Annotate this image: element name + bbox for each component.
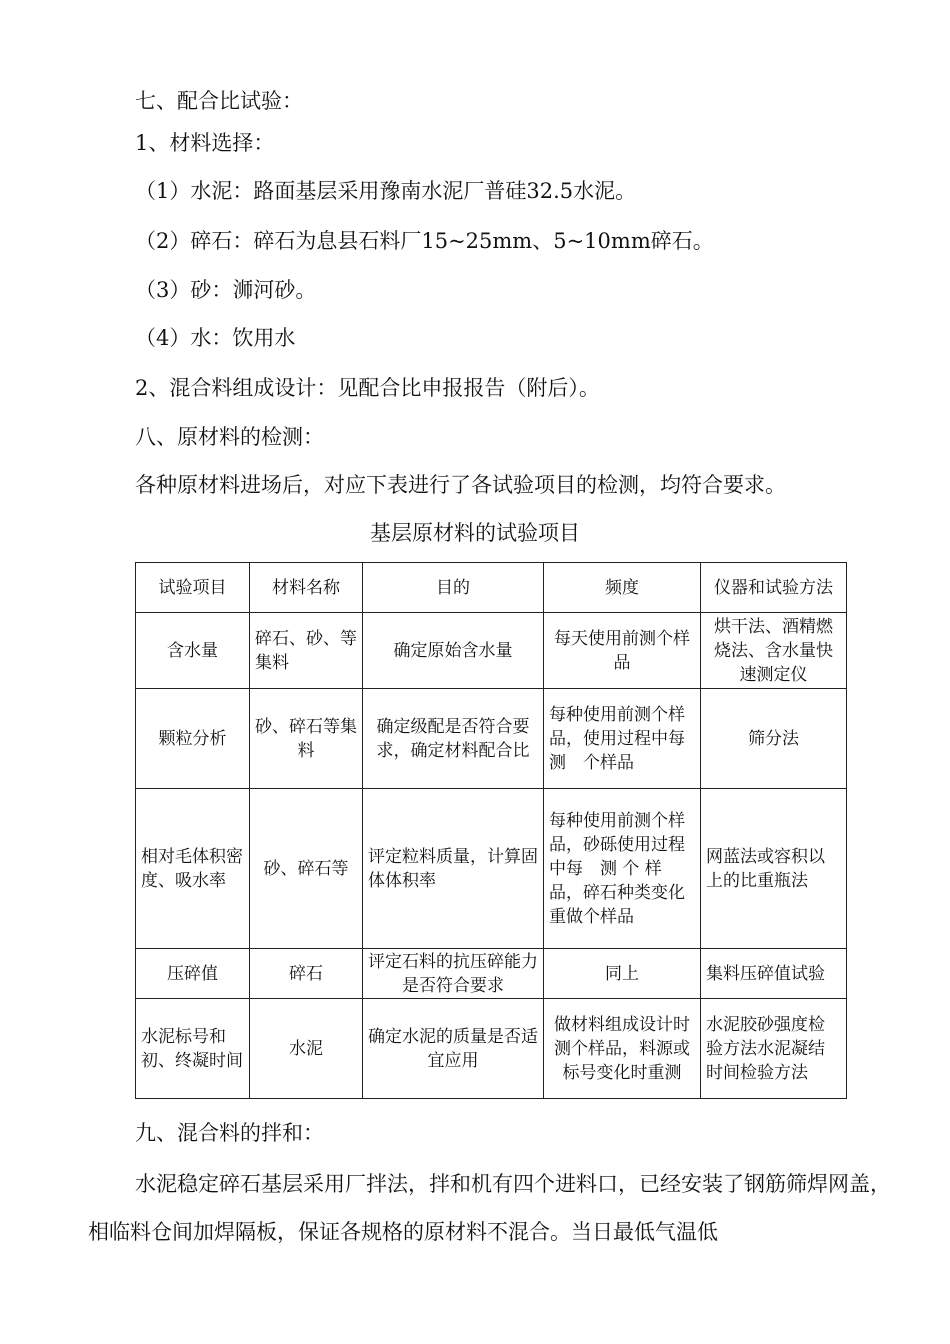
- table-cell: 网蓝法或容积以上的比重瓶法: [701, 789, 847, 949]
- material-item-water: （4）水：饮用水: [135, 326, 296, 350]
- table-cell: 砂、碎石等: [250, 789, 363, 949]
- table-cell: 筛分法: [701, 689, 847, 789]
- table-cell: 压碎值: [136, 949, 250, 999]
- table-cell: 确定原始含水量: [363, 613, 544, 689]
- table-row: [136, 949, 847, 999]
- table-cell: 评定石料的抗压碎能力是否符合要求: [363, 949, 544, 999]
- table-cell: 含水量: [136, 613, 250, 689]
- table-cell: 碎石: [250, 949, 363, 999]
- header-cell: 材料名称: [250, 563, 363, 613]
- header-cell: 试验项目: [136, 563, 250, 613]
- table-cell: 每种使用前测个样品，砂砾使用过程中每 测 个 样品，碎石种类变化重做个样品: [544, 789, 701, 949]
- table-cell: 确定级配是否符合要求，确定材料配合比: [363, 689, 544, 789]
- material-item-gravel: （2）碎石：碎石为息县石料厂15~25mm、5~10mm碎石。: [135, 229, 714, 253]
- table-cell: 做材料组成设计时测个样品，料源或标号变化时重测: [544, 999, 701, 1099]
- table-row: [136, 689, 847, 789]
- section-9-paragraph: [88, 1160, 898, 1256]
- table-cell: 水泥: [250, 999, 363, 1099]
- table-header-row: [136, 563, 847, 613]
- material-item-sand: （3）砂：浉河砂。: [135, 278, 317, 302]
- materials-test-table: [135, 562, 847, 1099]
- table-row: [136, 999, 847, 1099]
- section-8-paragraph: 各种原材料进场后，对应下表进行了各试验项目的检测，均符合要求。: [135, 473, 786, 497]
- table-caption: 基层原材料的试验项目: [370, 521, 580, 545]
- table-row: [136, 613, 847, 689]
- table-cell: 集料压碎值试验: [701, 949, 847, 999]
- subsection-2-heading: 2、混合料组成设计：见配合比申报报告（附后）。: [135, 376, 600, 400]
- table-cell: 相对毛体积密度、吸水率: [136, 789, 250, 949]
- table-cell: 碎石、砂、等集料: [250, 613, 363, 689]
- section-8-heading: 八、原材料的检测：: [135, 425, 324, 449]
- section-9-paragraph-text: 水泥稳定碎石基层采用厂拌法，拌和机有四个进料口，已经安装了钢筋筛焊网盖，相临料仓间加焊隔板，保证各规格的原材料不混合。当日最低气温低: [88, 1172, 891, 1244]
- table-cell: 烘干法、酒精燃烧法、含水量快速测定仪: [701, 613, 847, 689]
- table-cell: 水泥标号和初、终凝时间: [136, 999, 250, 1099]
- table-cell: 颗粒分析: [136, 689, 250, 789]
- header-cell: 频度: [544, 563, 701, 613]
- table-cell: 评定粒料质量，计算固体体积率: [363, 789, 544, 949]
- table-cell: 水泥胶砂强度检验方法水泥凝结时间检验方法: [701, 999, 847, 1099]
- table-cell: 确定水泥的质量是否适宜应用: [363, 999, 544, 1099]
- material-item-cement: （1）水泥：路面基层采用豫南水泥厂普硅32.5水泥。: [135, 179, 637, 203]
- header-cell: 仪器和试验方法: [701, 563, 847, 613]
- subsection-1-heading: 1、材料选择：: [135, 131, 275, 155]
- section-7-heading: 七、配合比试验：: [135, 89, 303, 113]
- table-cell: 每种使用前测个样品，使用过程中每测 个样品: [544, 689, 701, 789]
- section-9-heading: 九、混合料的拌和：: [135, 1121, 324, 1145]
- table-cell: 砂、碎石等集料: [250, 689, 363, 789]
- table-row: [136, 789, 847, 949]
- table-cell: 同上: [544, 949, 701, 999]
- table-cell: 每天使用前测个样品: [544, 613, 701, 689]
- header-cell: 目的: [363, 563, 544, 613]
